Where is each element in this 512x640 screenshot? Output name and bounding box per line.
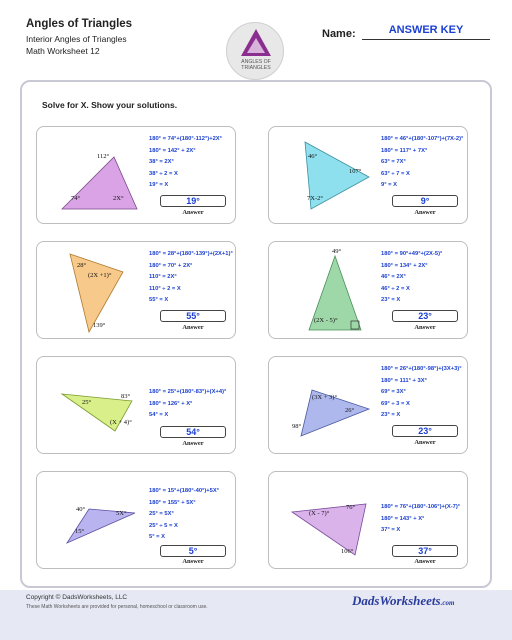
- logo-text-line1: ANGLES OF: [241, 59, 271, 65]
- name-field-value: ANSWER KEY: [388, 24, 464, 36]
- problem-card-7: [36, 471, 236, 569]
- solution-step: 38° = 2X°: [149, 159, 174, 165]
- answer-label: Answer: [182, 209, 204, 216]
- angle-label: 106°: [341, 548, 354, 555]
- triangle-figure: [37, 127, 147, 225]
- brand-domain: .com: [440, 599, 455, 607]
- solution-step: 9° = X: [381, 182, 398, 188]
- brand-name-2: Worksheets: [379, 593, 441, 608]
- solution-steps: [381, 502, 460, 537]
- triangle-figure: [269, 127, 379, 225]
- triangle-figure: [269, 357, 379, 455]
- angle-label: 26°: [345, 407, 355, 414]
- solution-step: 55° = X: [149, 297, 169, 303]
- solution-step: 180° = 15°+(180°-40°)+5X°: [149, 488, 220, 494]
- solution-step: 180° = 28°+(180°-139°)+(2X+1)°: [149, 251, 233, 257]
- name-label: Name:: [322, 28, 356, 40]
- problem-card-3: [36, 241, 236, 339]
- solution-steps: [149, 486, 219, 544]
- answer-label: Answer: [414, 558, 436, 565]
- angle-label: 7X-2°: [307, 195, 323, 202]
- solution-step: 180° = 134° + 2X°: [381, 262, 428, 269]
- logo-text-line2: TRIANGLES: [241, 65, 271, 71]
- angle-label: (X + 4)°: [110, 419, 132, 426]
- solution-step: 19° = X: [149, 182, 169, 188]
- angle-label: 112°: [97, 153, 110, 160]
- triangle-logo: [226, 22, 284, 80]
- angle-label: (2X - 5)°: [314, 317, 338, 324]
- solution-step: 46° = 2X°: [381, 274, 406, 280]
- angle-label: 46°: [308, 153, 318, 160]
- angle-label: 28°: [77, 262, 87, 269]
- solution-step: 25° ÷ 5 = X: [149, 522, 178, 529]
- angle-label: 40°: [76, 506, 86, 513]
- name-underline: [362, 39, 490, 40]
- solution-step: 180° = 126° + X°: [149, 400, 193, 407]
- angle-label: 2X°: [113, 195, 124, 202]
- brand-logo: [352, 593, 454, 609]
- solution-step: 180° = 111° + 3X°: [381, 377, 427, 384]
- solution-step: 180° = 76°+(180°-106°)+(X-7)°: [381, 504, 461, 510]
- answer-box: 37°: [392, 545, 458, 557]
- solution-step: 110° = 2X°: [149, 274, 177, 280]
- angle-label: 76°: [346, 504, 356, 511]
- angle-label: 83°: [121, 393, 131, 400]
- answer-label: Answer: [414, 324, 436, 331]
- angle-label: 139°: [93, 322, 106, 329]
- triangle-figure: [37, 242, 147, 340]
- problem-card-4: [268, 241, 468, 339]
- solution-step: 69° ÷ 3 = X: [381, 400, 410, 407]
- triangle-figure: [37, 357, 147, 455]
- triangle-figure: [269, 242, 379, 340]
- solution-steps: [381, 249, 442, 307]
- solution-step: 63° = 7X°: [381, 159, 406, 165]
- worksheet-number: Math Worksheet 12: [26, 46, 100, 56]
- solution-step: 110° ÷ 2 = X: [149, 285, 181, 292]
- solution-step: 37° = X: [381, 527, 401, 533]
- answer-label: Answer: [182, 324, 204, 331]
- answer-box: 9°: [392, 195, 458, 207]
- solution-step: 180° = 142° + 2X°: [149, 147, 196, 154]
- solution-step: 23° = X: [381, 297, 401, 303]
- answer-box: 23°: [392, 425, 458, 437]
- brand-name: Dads: [352, 593, 380, 608]
- answer-box: 5°: [160, 545, 226, 557]
- solution-steps: [381, 134, 463, 192]
- answer-label: Answer: [414, 209, 436, 216]
- solution-step: 180° = 25°+(180°-83°)+(X+4)°: [149, 389, 227, 395]
- solution-step: 54° = X: [149, 412, 169, 418]
- solution-steps: [149, 387, 226, 422]
- solution-step: 23° = X: [381, 412, 401, 418]
- answer-box: 55°: [160, 310, 226, 322]
- angle-label: 15°: [75, 528, 85, 535]
- triangle-logo-icon: [227, 23, 285, 81]
- solution-step: 38° ÷ 2 = X: [149, 170, 178, 177]
- solution-step: 180° = 155° + 5X°: [149, 499, 196, 506]
- angle-label: 98°: [292, 423, 302, 430]
- answer-label: Answer: [182, 558, 204, 565]
- solution-step: 180° = 74°+(180°-112°)+2X°: [149, 136, 222, 142]
- copyright: Copyright © DadsWorksheets, LLC: [26, 594, 128, 601]
- answer-box: 23°: [392, 310, 458, 322]
- problem-card-2: [268, 126, 468, 224]
- angle-label: (3X + 3)°: [312, 394, 338, 401]
- solution-step: 180° = 117° + 7X°: [381, 147, 428, 154]
- triangle-figure: [269, 472, 379, 570]
- angle-label: (X - 7)°: [309, 510, 330, 517]
- answer-label: Answer: [414, 439, 436, 446]
- angle-label: 49°: [332, 248, 342, 255]
- solution-step: 180° = 90°+49°+(2X-5)°: [381, 251, 443, 257]
- angle-label: 107°: [349, 168, 362, 175]
- worksheet-title: Angles of Triangles: [26, 18, 133, 30]
- problem-card-5: [36, 356, 236, 454]
- angle-label: 74°: [71, 195, 81, 202]
- worksheet-subtitle: Interior Angles of Triangles: [26, 34, 127, 44]
- solution-step: 180° = 46°+(180°-107°)+(7X-2)°: [381, 136, 464, 142]
- solution-step: 69° = 3X°: [381, 389, 406, 395]
- solution-steps: [149, 134, 222, 192]
- triangle-figure: [37, 472, 147, 570]
- angle-label: 25°: [82, 399, 92, 406]
- solution-step: 46° ÷ 2 = X: [381, 285, 410, 292]
- answer-box: 19°: [160, 195, 226, 207]
- problem-card-1: [36, 126, 236, 224]
- worksheet-header: [0, 0, 512, 80]
- instructions: Solve for X. Show your solutions.: [42, 100, 178, 110]
- problem-card-8: [268, 471, 468, 569]
- solution-step: 180° = 26°+(180°-98°)+(3X+3)°: [381, 366, 462, 372]
- problem-card-6: [268, 356, 468, 454]
- answer-box: 54°: [160, 426, 226, 438]
- angle-label: (2X +1)°: [88, 272, 112, 279]
- solution-steps: [381, 364, 462, 422]
- answer-label: Answer: [182, 440, 204, 447]
- solution-step: 63° ÷ 7 = X: [381, 170, 410, 177]
- solution-step: 25° = 5X°: [149, 511, 174, 517]
- solution-step: 5° = X: [149, 534, 166, 540]
- solution-steps: [149, 249, 233, 307]
- solution-step: 180° = 70° + 2X°: [149, 262, 193, 269]
- angle-label: 5X°: [116, 510, 127, 517]
- solution-step: 180° = 143° + X°: [381, 515, 425, 522]
- usage-note: These Math Worksheets are provided for personal, homeschool or classroom use.: [26, 604, 208, 610]
